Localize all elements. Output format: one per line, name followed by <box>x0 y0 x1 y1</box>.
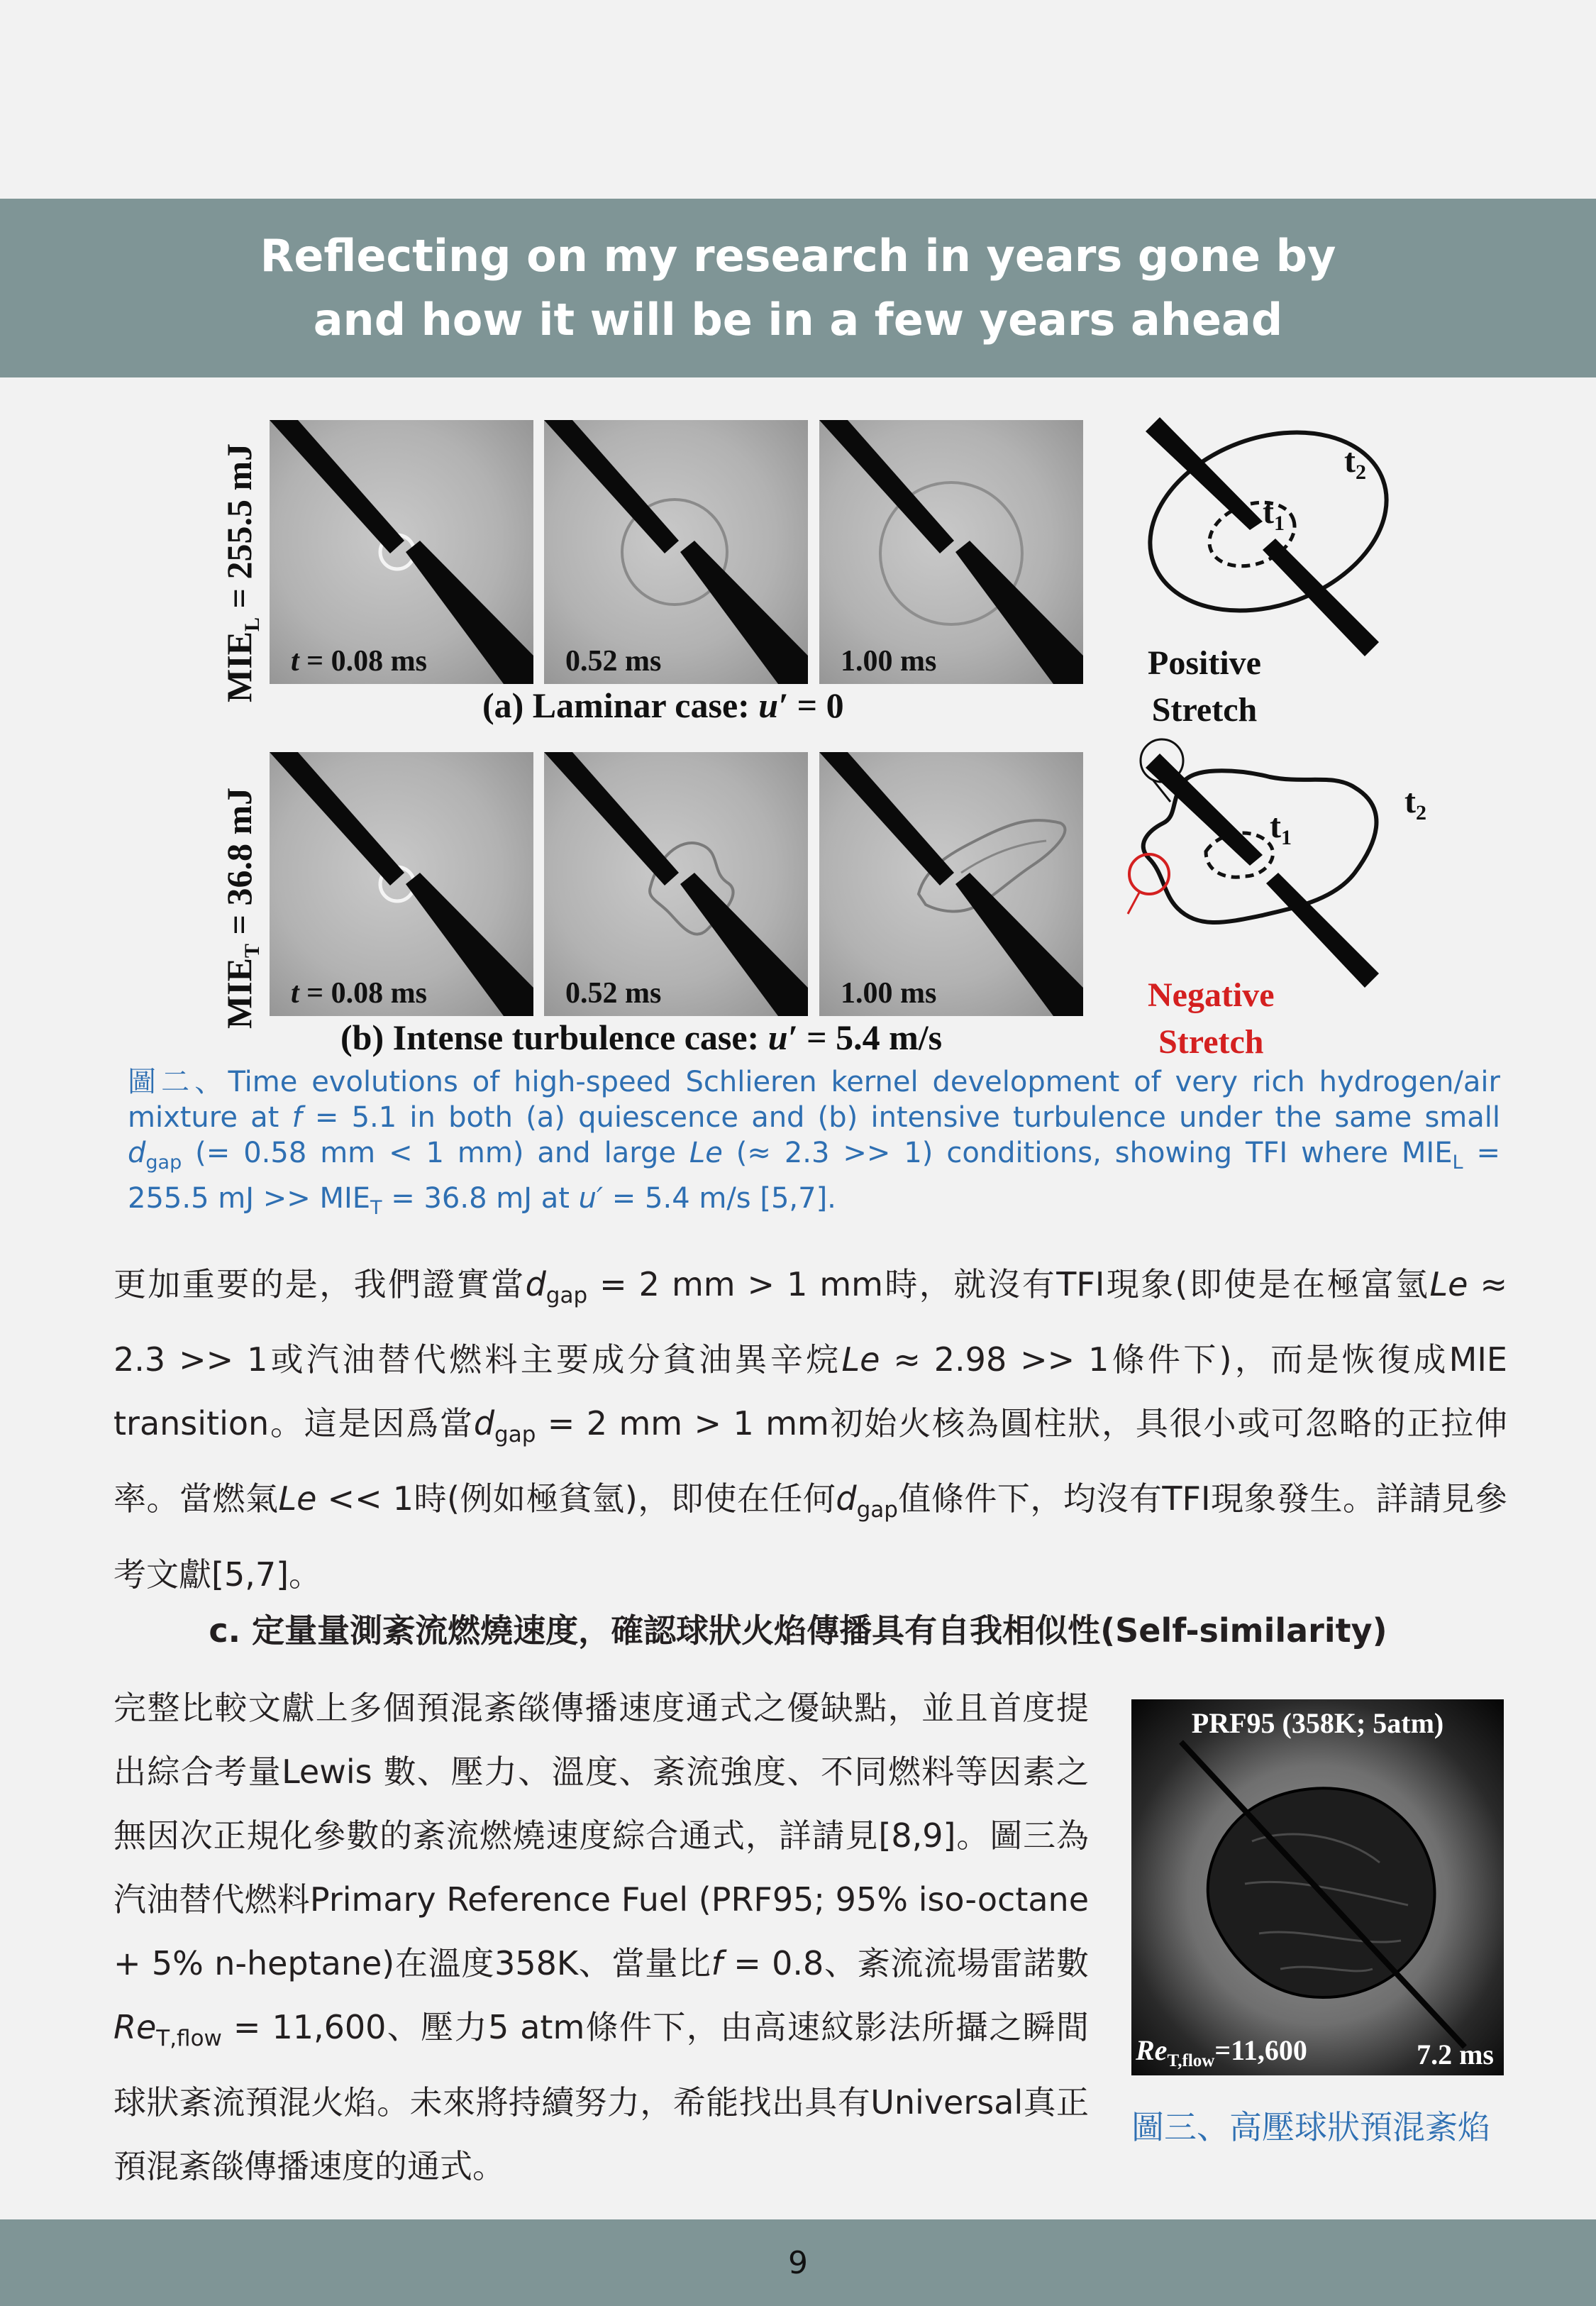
schlieren-panel-a1 <box>270 420 533 684</box>
figure-3-flame-image <box>1131 1699 1504 2075</box>
schlieren-panel-b1 <box>270 752 533 1016</box>
body-paragraph-1: 更加重要的是，我們證實當$d_{gap} = 2$ mm > 1 mm時，就沒有TFI現象(即使是在極富氫Le ≈ 2.3 >> 1或汽油替代燃料主要成分貧油異辛烷Le ≈ 2.98 >> 1條件下)，而是恢復成MIE transition。這是因爲當$d_{gap} = 2$ mm > 1 mm初始火核為圓柱狀，具很小或可忽略的正拉伸率。當燃氣Le << 1時(例如極貧氫)，即使在任何$d_{gap}$值條件下，均沒有TFI現象發生。詳請見參考文獻[5,7]。 <box>113 1265 1507 1594</box>
schlieren-panel-b3 <box>819 752 1083 1016</box>
negative-stretch-label: Negative Stretch <box>1148 976 1275 1061</box>
schlieren-panel-a3 <box>819 420 1083 684</box>
body-paragraph-2: 完整比較文獻上多個預混紊燄傳播速度通式之優缺點，並且首度提出綜合考量Lewis 數、壓力、溫度、紊流強度、不同燃料等因素之無因次正規化參數的紊流燃燒速度綜合通式，詳請見[8,9]。圖三為汽油替代燃料Primary Reference Fuel (PRF95; 95% iso-octane + 5% n-heptane)在溫度358K、當量比f = 0.8、紊流流場雷諾數$Re_{T,flow} = 11,600$、壓力5 atm條件下，由高速紋影法所攝之瞬間球狀紊流預混火焰。未來將持續努力，希能找出具有Universal真正預混紊燄傳播速度的通式。 <box>113 1689 1089 2186</box>
row-b-label: $MIE_T = 36.8$ mJ <box>219 787 264 1029</box>
figure-3-reynolds: $Re_{T,flow}=11,600$ <box>1136 2034 1307 2070</box>
figure-3-title: PRF95 (358K; 5atm) <box>1191 1707 1444 1739</box>
time-label-b1: t = 0.08 ms <box>291 977 427 1010</box>
schlieren-panel-b2 <box>544 752 808 1016</box>
svg-text:t2: $t_2$ <box>1404 783 1426 824</box>
caption-turbulent: (b) Intense turbulence case: u′ = 5.4 m/s <box>340 1017 943 1057</box>
page-number: 9 <box>788 2244 808 2281</box>
figure-3-caption: 圖三、高壓球狀預混紊焰 <box>1131 2108 1490 2146</box>
section-heading-c: c. 定量量測紊流燃燒速度，確認球狀火焰傳播具有自我相似性(Self-similarity) <box>209 1611 1387 1650</box>
time-label-a3: 1.00 ms <box>841 645 937 678</box>
figure-2 <box>213 408 1461 1068</box>
svg-text:t1: $t_1$ <box>1270 807 1292 849</box>
banner-title-line1: Reflecting on my research in years gone by <box>260 230 1336 282</box>
page-footer <box>0 2219 1596 2306</box>
figure-3-time: 7.2 ms <box>1417 2039 1494 2070</box>
row-a-label: $MIE_L = 255.5$ mJ <box>219 443 264 702</box>
section-banner <box>0 199 1596 377</box>
time-label-b3: 1.00 ms <box>841 977 937 1010</box>
time-label-a2: 0.52 ms <box>565 645 662 678</box>
svg-text:t1: $t_1$ <box>1263 493 1285 535</box>
time-label-b2: 0.52 ms <box>565 977 662 1010</box>
svg-text:t2: $t_2$ <box>1344 442 1366 484</box>
caption-laminar: (a) Laminar case: u′ = 0 <box>482 685 844 725</box>
figure-2-caption: 圖二、Time evolutions of high-speed Schlieren kernel development of very rich hydrogen/air mixture at f = 5.1 in both (a) quiescence and (b) intensive turbulence under the same small $d_{gap}$ (= 0.58 mm < 1 mm) and large Le (≈ 2.3 >> 1) conditions, showing TFI where $MIE_L = 255.5$ mJ >> $MIE_T = 36.8$ mJ at u′ = 5.4 m/s [5,7]. <box>128 1066 1501 1219</box>
schlieren-panel-a2 <box>544 420 808 684</box>
positive-stretch-label: Positive Stretch <box>1148 644 1261 729</box>
banner-title-line2: and how it will be in a few years ahead <box>313 294 1283 346</box>
time-label-a1: t = 0.08 ms <box>291 645 427 678</box>
